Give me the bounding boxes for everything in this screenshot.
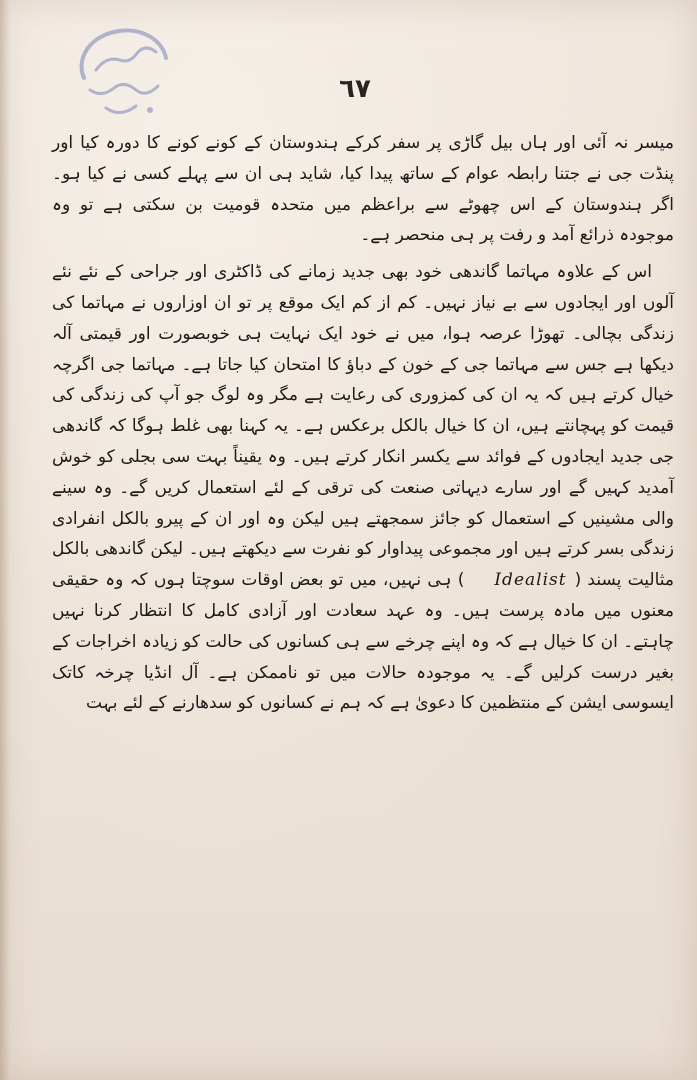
library-stamp-icon	[66, 20, 176, 140]
paragraph-1-text: میسر نہ آئی اور ہاں بیل گاڑی پر سفر کرکے ہندوستان کے کونے کونے کا دورہ کیا اور پنڈت جی نے جتنا رابطہ عوام کے ساتھ پیدا کیا، شاید ہی ان سے پہلے کسی نے کیا ہو۔ اگر ہندوستان کے اس چھوٹے سے براعظم میں متحدہ قومیت بن سکتی ہے تو وہ موجودہ ذرائع آمد و رفت پر ہی منحصر ہے۔	[52, 133, 674, 246]
paragraph-2-text-after: ) ہی نہیں، میں تو بعض اوقات سوچتا ہوں کہ وہ حقیقی معنوں میں مادہ پرست ہیں۔ وہ عہد سعادت اور آزادی کامل کا انتظار کرنا نہیں چاہتے۔ ان کا خیال ہے کہ وہ اپنے چرخے سے ہی کسانوں کی حالت کو زیادہ اخراجات کے بغیر درست کرلیں گے۔ یہ موجودہ حالات میں تو ناممکن ہے۔ آل انڈیا چرخہ کاتک ایسوسی ایشن کے منتظمین کا دعویٰ ہے کہ ہم نے کسانوں کو سدھارنے کے لئے بہت	[52, 570, 674, 714]
page-number: ٦٧	[339, 74, 371, 104]
latin-term: Idealist	[494, 570, 567, 591]
paragraph-2-text-before: اس کے علاوہ مہاتما گاندھی خود بھی جدید زمانے کی ڈاکٹری اور جراحی کے نئے نئے آلوں اور ایجادوں سے بے نیاز نہیں۔ کم از کم ایک موقع پر تو ان اوزاروں نے مہاتما کی زندگی بچالی۔ تھوڑا عرصہ ہوا، میں نے خود ایک نہایت ہی خوبصورت اور قیمتی آلہ دیکھا ہے جس سے مہاتما جی کے خون کے دباؤ کا امتحان کیا جاتا ہے۔ مہاتما جی اگرچہ خیال کرتے ہیں کہ یہ ان کی کمزوری کی رعایت ہے مگر وہ لوگ جو آپ کی زندگی کی قیمت کو پہچانتے ہیں، ان کا خیال بالکل برعکس ہے۔ یہ کہنا بھی غلط ہوگا کہ گاندھی جی جدید ایجادوں کے فوائد سے یکسر انکار کرتے ہیں۔ وہ یقیناً بہت سی بجلی کو خوش آمدید کہیں گے اور سارے دیہاتی صنعت کی ترقی کے لئے استعمال کریں گے۔ وہ سینے والی مشینیں کے استعمال کو جائز سمجھتے ہیں لیکن وہ اور ان کے پیرو بالکل انفرادی زندگی بسر کرتے ہیں اور مجموعی پیداوار کو نفرت سے دیکھتے ہیں۔ لیکن گاندھی بالکل مثالیت پسند (	[52, 262, 675, 591]
paragraph-1	[52, 128, 674, 251]
binding-shadow	[0, 0, 10, 1080]
paragraph-2	[52, 257, 674, 719]
main-text	[52, 128, 674, 1008]
